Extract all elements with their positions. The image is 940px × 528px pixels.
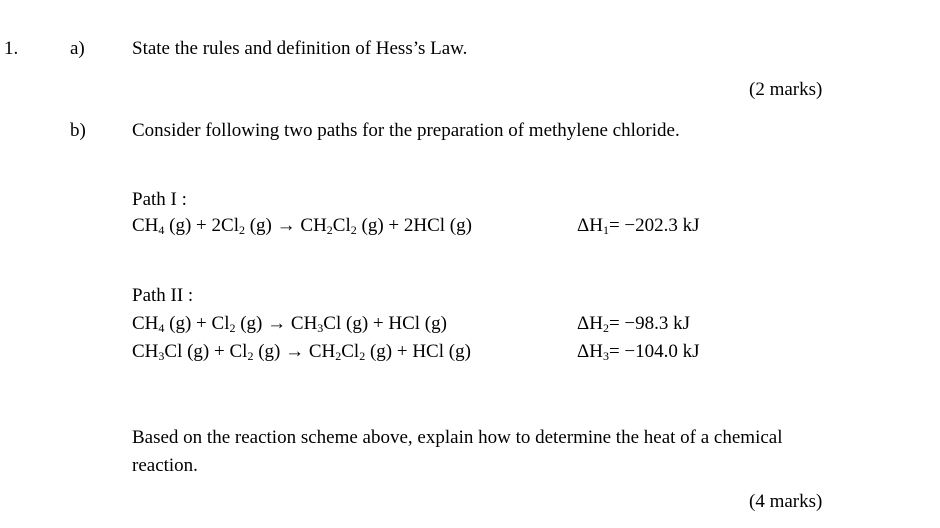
- path-2-enthalpy-2: $\Delta H_3= -104.0$ kJ: [577, 341, 700, 363]
- part-a-marks: (2 marks): [749, 79, 823, 100]
- path-2-title: Path II :: [132, 285, 194, 306]
- path-2-equation-1: $CH_4$ $(g) + Cl_2$ $(g) \to CH_3Cl$ (g) + HCl (g): [132, 313, 447, 335]
- part-a-label: a): [70, 38, 85, 59]
- reaction-arrow-icon: →: [276, 215, 296, 236]
- reaction-arrow-icon: →: [267, 313, 287, 334]
- path-2-enthalpy-1: $\Delta H_2= -98.3$ kJ: [577, 313, 691, 335]
- reaction-arrow-icon: →: [285, 341, 305, 362]
- part-a-text: State the rules and definition of Hess’s Law.: [132, 38, 468, 59]
- path-1-equation: $CH_4$ $(g) + 2Cl_2$ $(g) \to CH_2Cl_2$ (g) + 2HCl (g): [132, 215, 472, 237]
- part-b-explain-text: Based on the reaction scheme above, explain how to determine the heat of a chemical reaction.: [132, 427, 783, 476]
- part-b-text: Consider following two paths for the preparation of methylene chloride.: [132, 120, 680, 141]
- question-number: 1.: [4, 38, 19, 59]
- path-2-equation-2: $CH_3Cl$ $(g) + Cl_2$ $(g) \to CH_2Cl_2$ (g) + HCl (g): [132, 341, 471, 363]
- path-1-title: Path I :: [132, 189, 187, 210]
- part-b-label: b): [70, 120, 86, 141]
- part-b-marks: (4 marks): [749, 491, 823, 512]
- path-1-enthalpy: $\Delta H_1= -202.3$ kJ: [577, 215, 700, 237]
